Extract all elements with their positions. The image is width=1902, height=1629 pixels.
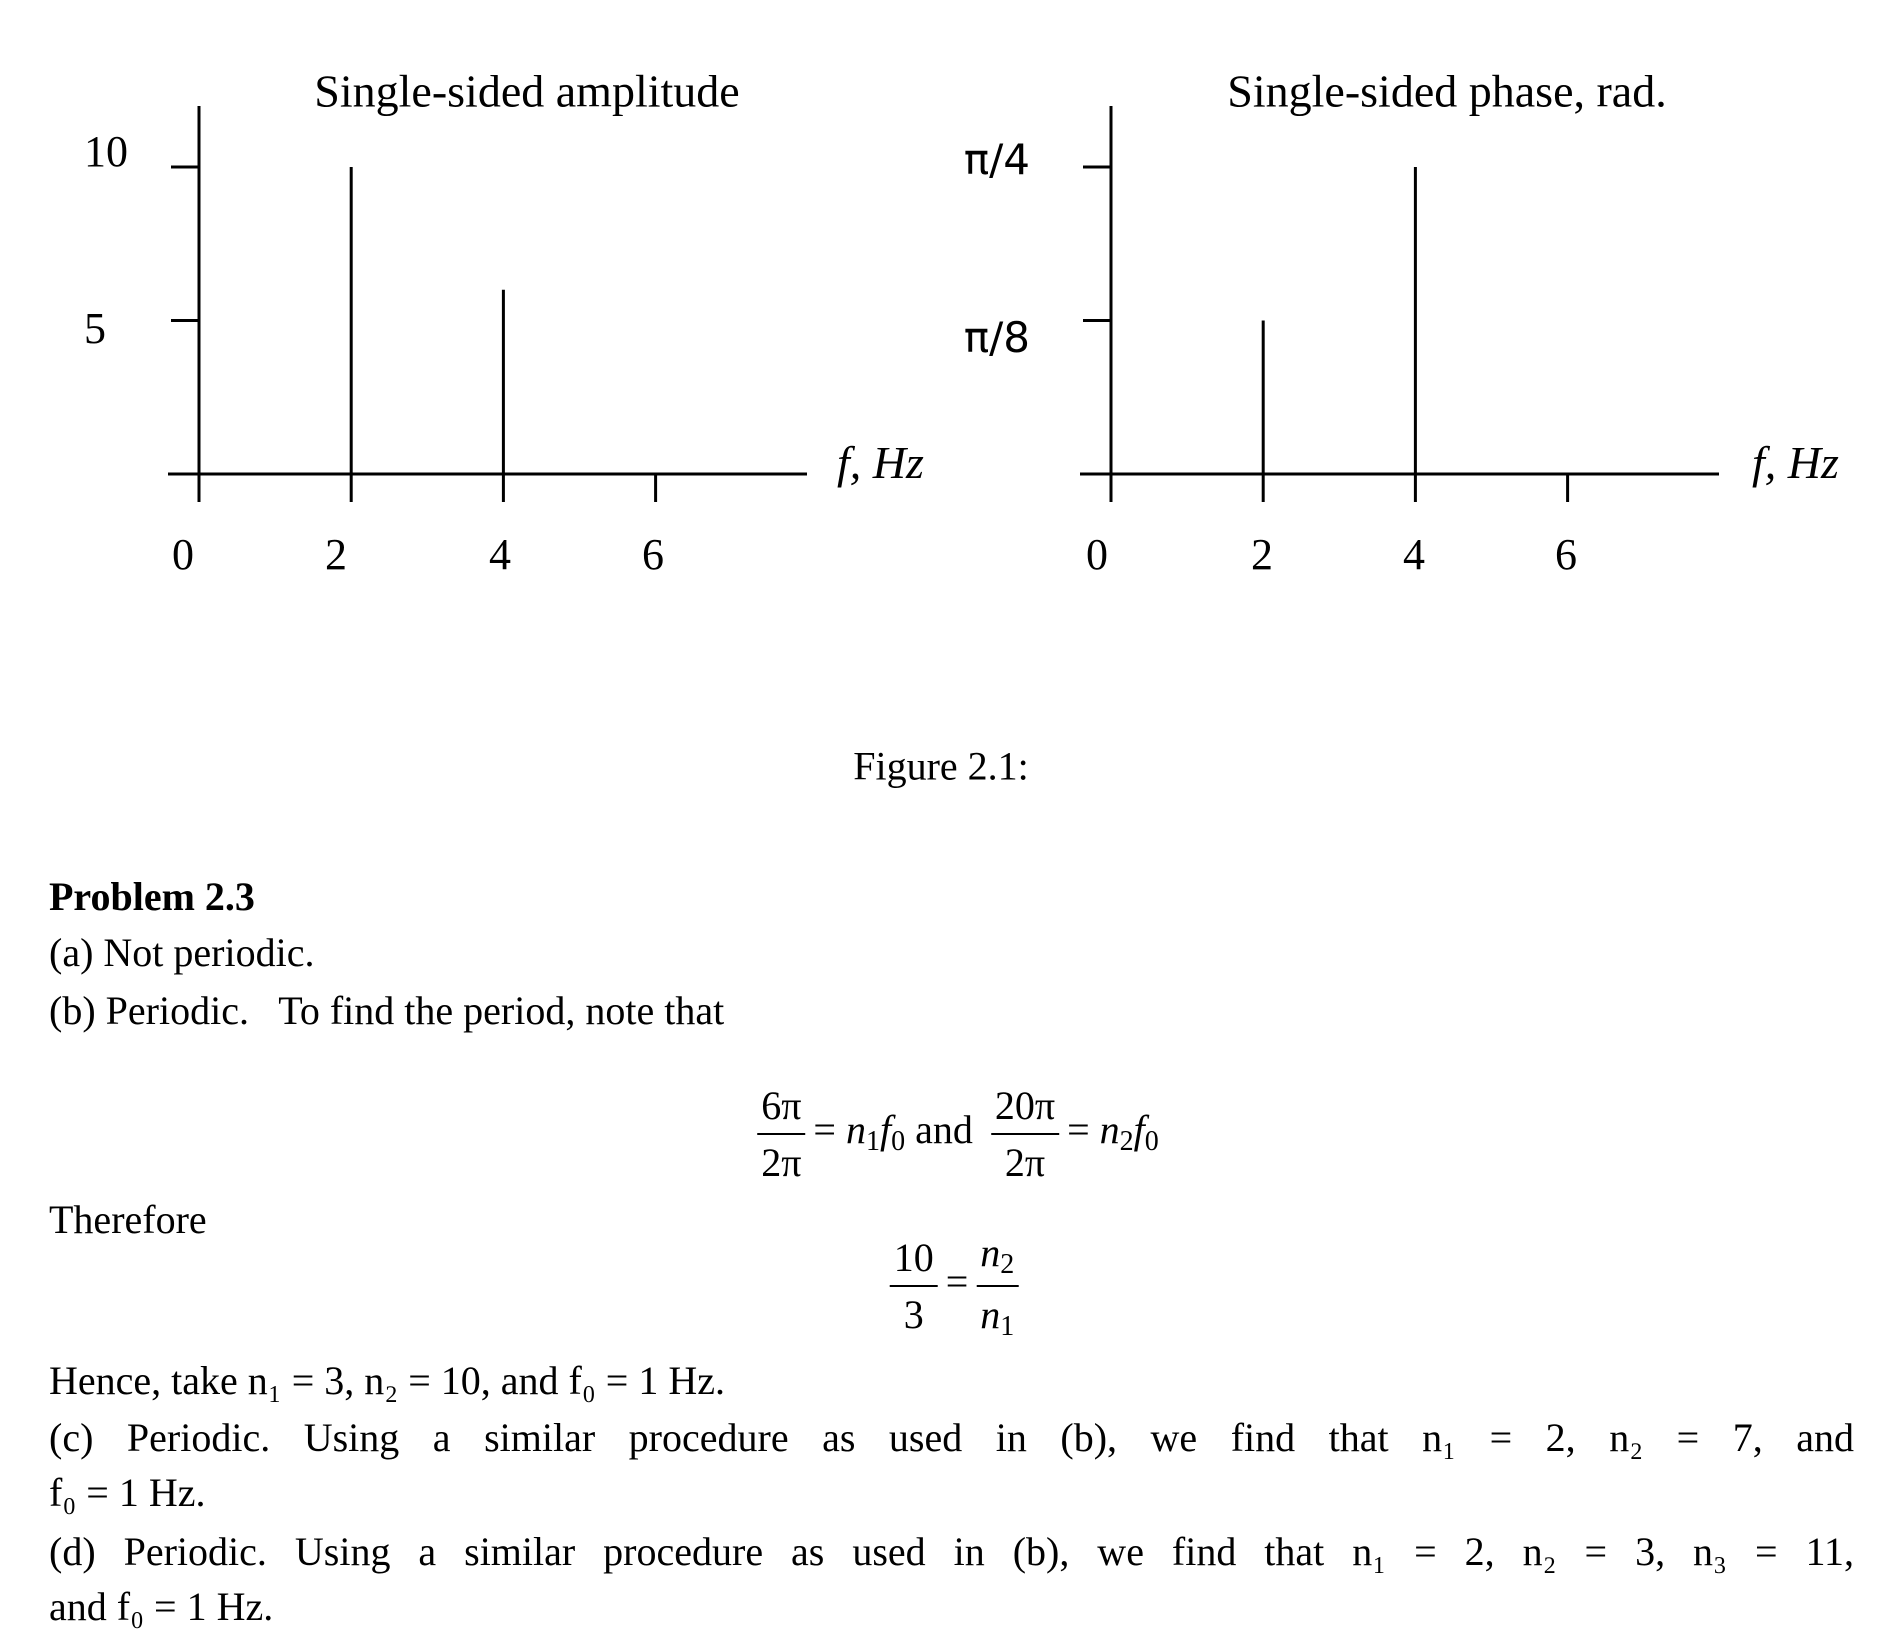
x-tick-label: 2 [1251, 530, 1273, 579]
figure-caption: Figure 2.1: [853, 743, 1029, 789]
y-tick-label: 10 [84, 127, 128, 176]
part-b: (b) Periodic. To find the period, note that [49, 988, 725, 1033]
y-tick-label: π/8 [963, 313, 1030, 362]
x-tick-label: 6 [1555, 530, 1577, 579]
x-axis-label: f, Hz [837, 437, 924, 488]
equation-ratio: $\frac{10}{3}$ = $\frac{n_2}{n_1}$ [882, 1229, 1027, 1343]
phase-chart-title: Single-sided phase, rad. [1227, 65, 1667, 117]
x-axis-label: f, Hz [1752, 437, 1839, 488]
x-tick-label: 0 [1086, 530, 1108, 579]
therefore-text: Therefore [49, 1197, 207, 1242]
y-tick-label: 5 [84, 304, 106, 353]
hence-text: Hence, take n₁ = 3, n₂ = 10, and f₀ = 1 Hz. [49, 1358, 725, 1403]
x-tick-label: 0 [172, 530, 194, 579]
x-tick-label: 4 [1403, 530, 1425, 579]
part-d-continued: and f₀ = 1 Hz. [49, 1584, 274, 1629]
x-tick-label: 2 [325, 530, 347, 579]
amplitude-chart-title: Single-sided amplitude [314, 65, 740, 117]
part-c-continued: f₀ = 1 Hz. [49, 1470, 206, 1515]
equation-frequencies: $\frac{6\pi}{2\pi}$ = $n_1f_0$ and $\frac{20\pi}{2\pi}$ = $n_2f_0$ [749, 1082, 1159, 1186]
x-tick-label: 6 [642, 530, 664, 579]
problem-heading: Problem 2.3 [49, 874, 255, 919]
x-tick-label: 4 [489, 530, 511, 579]
part-a: (a) Not periodic. [49, 930, 315, 975]
part-c: (c) Periodic. Using a similar procedure as used in (b), we find that n₁ = 2, n₂ = 7, and [49, 1415, 1854, 1460]
y-tick-label: π/4 [963, 135, 1030, 184]
part-d: (d) Periodic. Using a similar procedure as used in (b), we find that n₁ = 2, n₂ = 3, n₃ = 11, [49, 1529, 1854, 1574]
